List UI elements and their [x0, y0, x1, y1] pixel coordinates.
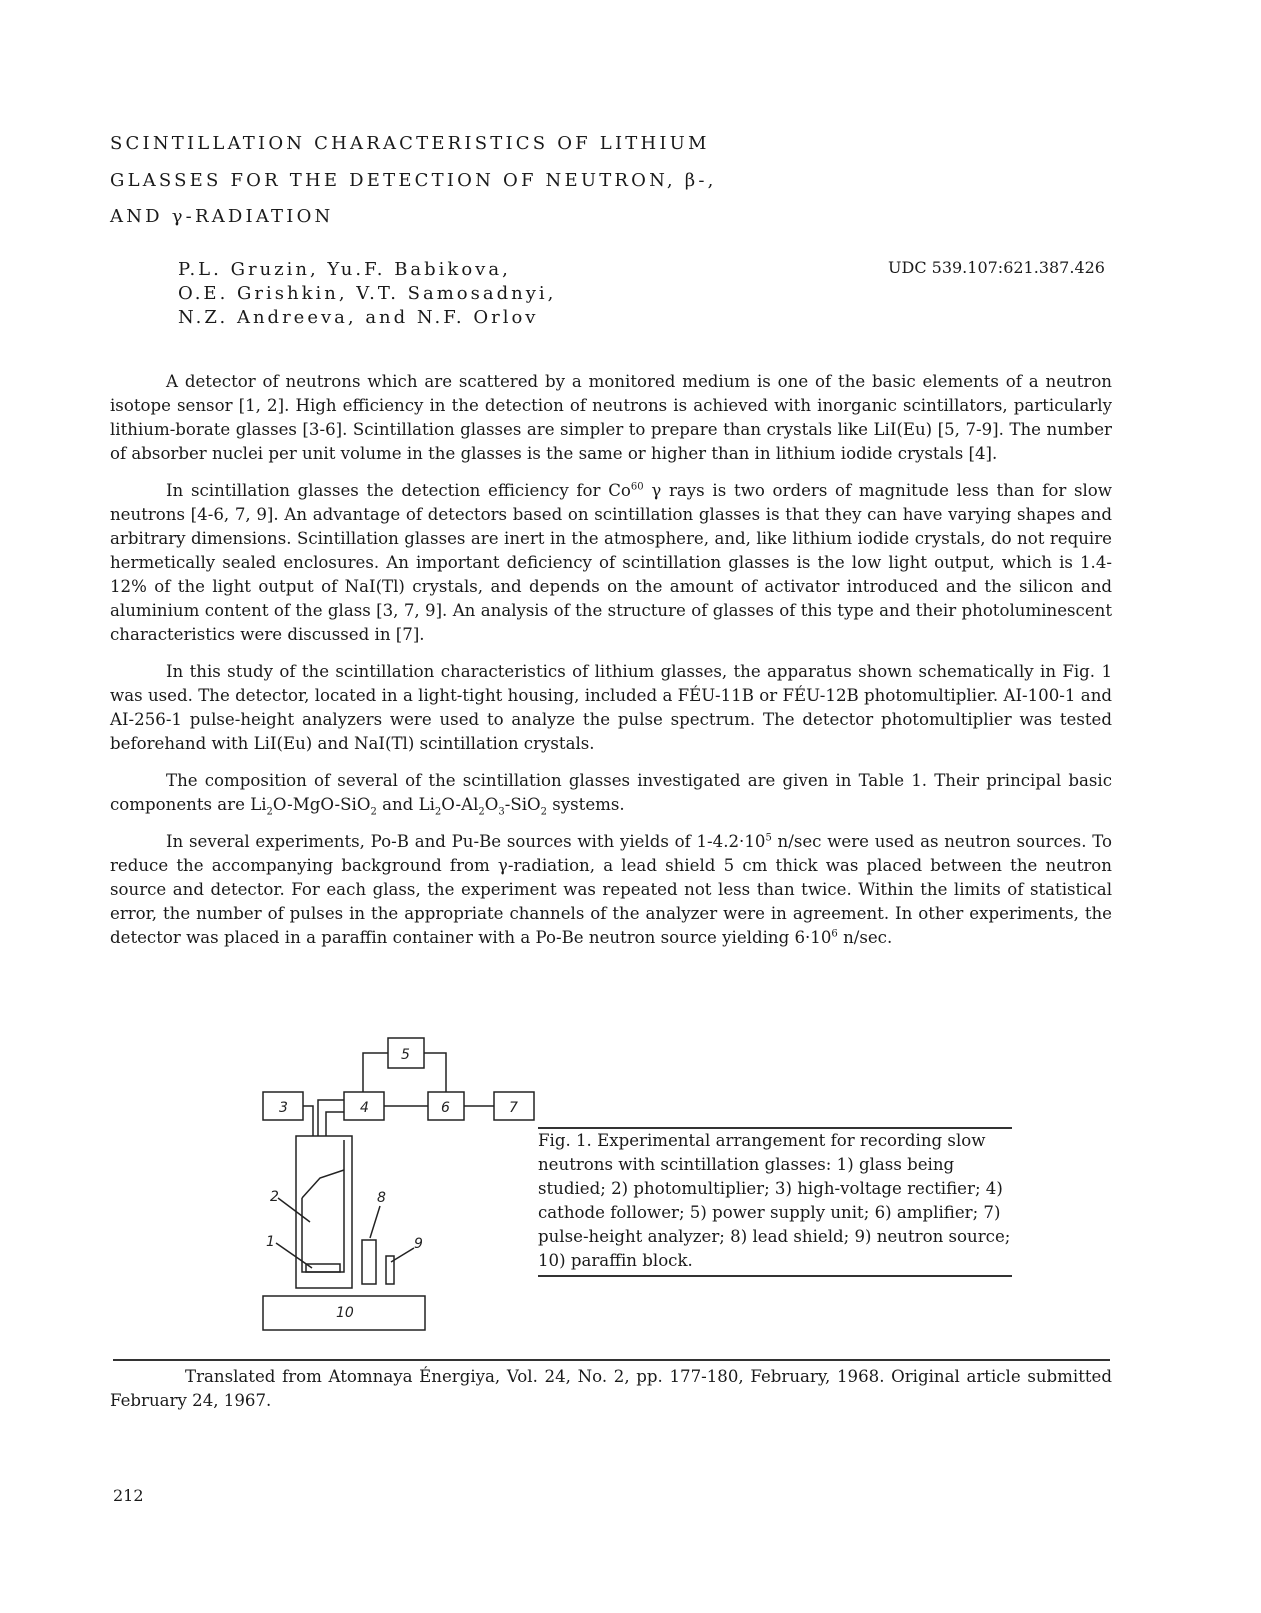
leader-line — [370, 1206, 380, 1238]
author-line: P.L. Gruzin, Yu.F. Babikova, — [178, 259, 511, 280]
label-9: 9 — [414, 1236, 423, 1252]
paragraph — [110, 660, 1112, 756]
footnote — [110, 1365, 1112, 1413]
label-4: 4 — [360, 1100, 369, 1116]
label-2: 2 — [270, 1189, 279, 1205]
wire — [303, 1106, 313, 1136]
subscript: 2 — [540, 806, 547, 818]
paragraph-text: A detector of neutrons which are scattered by a monitored medium is one of the basic elements of a neutron isotope sensor [1, 2]. High efficiency in the detection of neutrons is achieved with inorganic scintillators, particularly lithium-borate glasses [3-6]. Scintillation glasses are simpler to prepare than crystals like LiI(Eu) [5, 7-9]. The number of absorber nuclei per unit volume in the glasses is the same or higher than in lithium iodide crystals [4]. — [110, 372, 1112, 463]
subscript: 3 — [498, 806, 505, 818]
paragraph-text: The composition of several of the scintillation glasses investigated are given in Table 1. Their principal basic components are Li — [110, 771, 1112, 814]
label-6: 6 — [441, 1100, 450, 1116]
paragraph — [110, 769, 1112, 817]
subscript: 2 — [434, 806, 442, 818]
photomultiplier-top — [302, 1170, 344, 1198]
paragraph-text: -SiO — [504, 795, 541, 814]
author-list — [178, 258, 556, 330]
paragraph-text: systems. — [547, 795, 625, 814]
page-number: 212 — [113, 1486, 144, 1505]
leader-line — [278, 1198, 310, 1222]
paragraph — [110, 370, 1112, 466]
subscript: 2 — [370, 806, 377, 818]
udc-code: UDC 539.107:621.387.426 — [888, 258, 1105, 277]
superscript: 6 — [831, 928, 838, 940]
title-line-2: GLASSES FOR THE DETECTION OF NEUTRON, β-, — [110, 170, 717, 191]
leader-line — [391, 1248, 414, 1262]
paragraph-text: and Li — [376, 795, 435, 814]
subscript: 2 — [478, 806, 485, 818]
photomultiplier — [302, 1140, 344, 1272]
lead-shield — [362, 1240, 376, 1284]
footnote-text: Translated from Atomnaya Énergiya, Vol. 24, No. 2, pp. 177-180, February, 1968. Original article submitted February 24, 1967. — [110, 1367, 1112, 1410]
figure-1-caption — [538, 1127, 1012, 1277]
title-line-3: AND γ-RADIATION — [110, 206, 334, 227]
paragraph-text: O-Al — [441, 795, 479, 814]
wire — [326, 1112, 344, 1136]
subscript: 2 — [266, 806, 273, 818]
paragraph-text: n/sec were used as neutron sources. To reduce the accompanying background from γ-radiation, a lead shield 5 cm thick was placed between the neutron source and detector. For each glass, the experiment was repeated not less than twice. Within the limits of statistical error, the number of pulses in the appropriate channels of the analyzer were in agreement. In other experiments, the detector was placed in a paraffin container with a Po-Be neutron source yielding 6·10 — [110, 832, 1112, 947]
label-8: 8 — [377, 1190, 386, 1206]
paragraph-text: In several experiments, Po-B and Pu-Be sources with yields of 1-4.2·10 — [166, 832, 766, 851]
title-line-1: SCINTILLATION CHARACTERISTICS OF LITHIUM — [110, 133, 710, 154]
wire — [363, 1053, 388, 1092]
footnote-divider — [113, 1359, 1110, 1361]
leader-line — [276, 1243, 312, 1268]
author-line: N.Z. Andreeva, and N.F. Orlov — [178, 307, 539, 328]
wire — [318, 1100, 344, 1136]
paragraph — [110, 479, 1112, 647]
label-5: 5 — [401, 1047, 410, 1063]
article-body — [110, 370, 1112, 963]
author-line: O.E. Grishkin, V.T. Samosadnyi, — [178, 283, 557, 304]
caption-text: Fig. 1. Experimental arrangement for recording slow neutrons with scintillation glasses: 1) glass being studied; 2) photomultiplier; 3) high-voltage rectifier; 4) cathode follower; 5) power supply unit; 6) amplifier; 7) pulse-height analyzer; 8) lead shield; 9) neutron source; 10) paraffin block. — [538, 1131, 1011, 1270]
paragraph — [110, 830, 1112, 950]
apparatus-schematic — [260, 1030, 560, 1340]
paragraph-text: O-MgO-SiO — [272, 795, 371, 814]
label-3: 3 — [279, 1100, 288, 1116]
paragraph-text: O — [484, 795, 499, 814]
wire — [424, 1053, 446, 1092]
superscript: 5 — [765, 832, 772, 844]
figure-1-diagram — [260, 1030, 560, 1340]
paragraph-text: n/sec. — [837, 928, 893, 947]
paragraph-text: γ rays is two orders of magnitude less than for slow neutrons [4-6, 7, 9]. An advantage of detectors based on scintillation glasses is that they can have varying shapes and arbitrary dimensions. Scintillation glasses are inert in the atmosphere, and, like lithium iodide crystals, do not require hermetically sealed enclosures. An important deficiency of scintillation glasses is the low light output, which is 1.4-12% of the light output of NaI(Tl) crystals, and depends on the amount of activator introduced and the silicon and aluminium content of the glass [3, 7, 9]. An analysis of the structure of glasses of this type and their photoluminescent characteristics were discussed in [7]. — [110, 481, 1112, 644]
label-7: 7 — [509, 1100, 518, 1116]
paragraph-text: In this study of the scintillation characteristics of lithium glasses, the apparatus shown schematically in Fig. 1 was used. The detector, located in a light-tight housing, included a FÉU-11B or FÉU-12B photomultiplier. AI-100-1 and AI-256-1 pulse-height analyzers were used to analyze the pulse spectrum. The detector photomultiplier was tested beforehand with LiI(Eu) and NaI(Tl) scintillation crystals. — [110, 662, 1112, 753]
label-10: 10 — [336, 1305, 354, 1321]
superscript: 60 — [630, 481, 644, 493]
paragraph-text: In scintillation glasses the detection efficiency for Co — [166, 481, 631, 500]
label-1: 1 — [266, 1234, 275, 1250]
